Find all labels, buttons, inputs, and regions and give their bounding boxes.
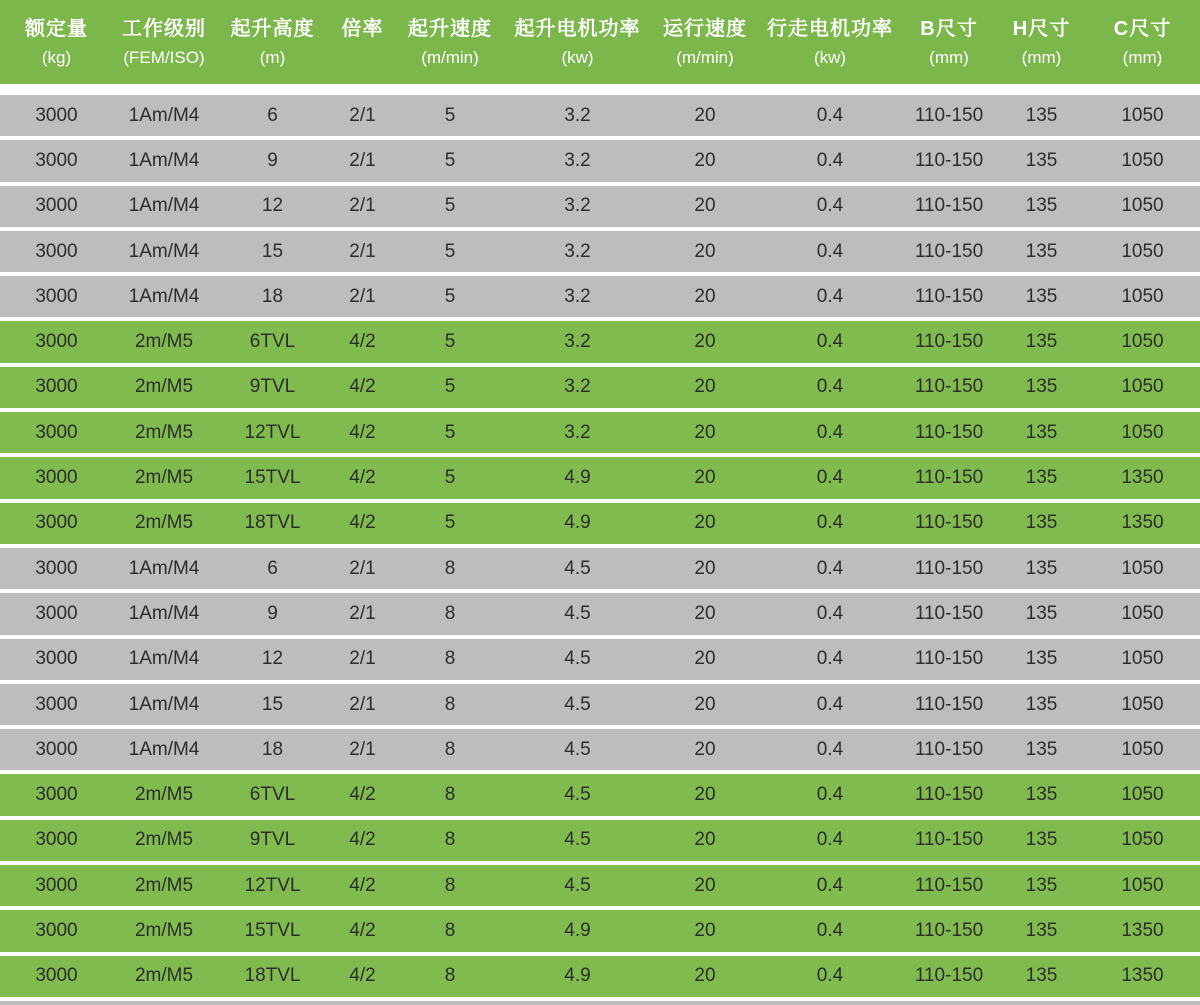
table-cell: 20: [694, 512, 716, 534]
table-cell: 2/1: [349, 149, 376, 171]
table-row: [0, 503, 1200, 544]
table-row: [0, 774, 1200, 815]
table-row: [0, 548, 1200, 589]
table-cell: 18TVL: [244, 965, 301, 987]
column-unit: (m/min): [676, 47, 734, 67]
table-cell: 9TVL: [249, 376, 296, 398]
table-cell: 2/1: [349, 602, 376, 624]
table-cell: 5: [444, 421, 456, 443]
table-cell: 1350: [1121, 512, 1164, 534]
table-cell: 0.4: [816, 149, 844, 171]
column-unit: (mm): [1021, 47, 1062, 67]
column-unit: (m/min): [421, 47, 479, 67]
table-cell: 6: [267, 104, 278, 126]
table-cell: 110-150: [914, 104, 984, 126]
table-cell: 2/1: [349, 104, 376, 126]
column-header: [998, 0, 1085, 84]
table-row: [0, 140, 1200, 181]
column-header: [650, 0, 760, 84]
table-cell: 20: [694, 467, 716, 489]
table-cell: 110-150: [914, 602, 984, 624]
table-cell: 1050: [1121, 149, 1164, 171]
table-cell: 2m/M5: [134, 376, 194, 398]
table-cell: 3000: [35, 738, 78, 760]
table-cell: 0.4: [816, 331, 844, 353]
table-cell: 20: [694, 285, 716, 307]
table-cell: 4/2: [349, 331, 376, 353]
table-cell: 135: [1025, 919, 1058, 941]
column-unit: (kw): [813, 47, 847, 67]
table-cell: 8: [444, 874, 456, 896]
table-cell: 12: [261, 648, 284, 670]
table-cell: 18: [261, 285, 284, 307]
table-cell: 135: [1025, 240, 1058, 262]
table-row: [0, 684, 1200, 725]
table-cell: 5: [444, 149, 456, 171]
column-title: B尺寸: [920, 17, 978, 40]
table-cell: 15: [261, 693, 284, 715]
table-cell: 110-150: [914, 965, 984, 987]
table-cell: 3000: [35, 829, 78, 851]
table-cell: 135: [1025, 104, 1058, 126]
table-cell: 9: [267, 602, 278, 624]
table-cell: 2/1: [349, 693, 376, 715]
table-cell: 2/1: [349, 285, 376, 307]
table-cell: 4.9: [564, 965, 591, 987]
table-cell: 20: [694, 195, 716, 217]
table-cell: 110-150: [914, 240, 984, 262]
table-cell: 3.2: [564, 149, 591, 171]
table-cell: 5: [444, 240, 456, 262]
column-title: 倍率: [341, 17, 384, 40]
table-row: [0, 412, 1200, 453]
table-row: [0, 457, 1200, 498]
table-cell: 0.4: [816, 512, 844, 534]
table-cell: 110-150: [914, 195, 984, 217]
table-row: [0, 593, 1200, 634]
table-cell: 4.5: [564, 557, 591, 579]
table-cell: 110-150: [914, 693, 984, 715]
column-unit: (mm): [1122, 47, 1163, 67]
table-cell: 110-150: [914, 919, 984, 941]
column-unit: (kg): [41, 47, 72, 67]
table-cell: 2m/M5: [134, 829, 194, 851]
table-cell: 110-150: [914, 512, 984, 534]
table-row: [0, 276, 1200, 317]
table-cell: 8: [444, 829, 456, 851]
table-cell: 135: [1025, 285, 1058, 307]
table-cell: 6TVL: [249, 784, 296, 806]
table-cell: 2m/M5: [134, 467, 194, 489]
table-cell: 0.4: [816, 693, 844, 715]
table-cell: 4/2: [349, 512, 376, 534]
table-cell: 5: [444, 376, 456, 398]
table-cell: 1050: [1121, 693, 1164, 715]
table-cell: 1Am/M4: [128, 195, 200, 217]
column-title: 起升高度: [230, 17, 315, 40]
table-cell: 135: [1025, 784, 1058, 806]
table-cell: 110-150: [914, 557, 984, 579]
table-cell: 9: [267, 149, 278, 171]
table-bottom-strip: [0, 1001, 1200, 1005]
table-cell: 8: [444, 693, 456, 715]
column-title: 额定量: [25, 17, 88, 40]
table-cell: 5: [444, 512, 456, 534]
column-unit: (mm): [929, 47, 969, 67]
table-cell: 9TVL: [249, 829, 296, 851]
table-cell: 135: [1025, 467, 1058, 489]
table-cell: 0.4: [816, 195, 844, 217]
table-cell: 1350: [1121, 919, 1164, 941]
column-header: [330, 0, 395, 84]
table-cell: 2m/M5: [134, 919, 194, 941]
table-cell: 135: [1025, 602, 1058, 624]
table-cell: 0.4: [816, 784, 844, 806]
table-cell: 4.5: [564, 829, 591, 851]
table-cell: 0.4: [816, 738, 844, 760]
table-cell: 8: [444, 648, 456, 670]
column-header: [760, 0, 900, 84]
table-cell: 4/2: [349, 919, 376, 941]
table-cell: 110-150: [914, 874, 984, 896]
table-cell: 2m/M5: [134, 965, 194, 987]
table-cell: 3000: [35, 919, 78, 941]
table-cell: 0.4: [816, 602, 844, 624]
table-cell: 20: [694, 602, 716, 624]
table-cell: 4.5: [564, 693, 591, 715]
table-cell: 6TVL: [249, 331, 296, 353]
table-cell: 1050: [1121, 421, 1164, 443]
table-cell: 135: [1025, 331, 1058, 353]
table-cell: 135: [1025, 557, 1058, 579]
table-cell: 3000: [35, 648, 78, 670]
table-cell: 2m/M5: [134, 421, 194, 443]
table-cell: 0.4: [816, 919, 844, 941]
table-cell: 2m/M5: [134, 512, 194, 534]
table-cell: 135: [1025, 693, 1058, 715]
table-cell: 3000: [35, 331, 78, 353]
table-cell: 15TVL: [244, 467, 301, 489]
table-cell: 3000: [35, 602, 78, 624]
table-cell: 20: [694, 919, 716, 941]
column-header: [0, 0, 113, 84]
table-cell: 4/2: [349, 421, 376, 443]
table-cell: 4/2: [349, 376, 376, 398]
column-header: [113, 0, 215, 84]
table-cell: 1Am/M4: [128, 104, 200, 126]
table-cell: 1050: [1121, 829, 1164, 851]
table-cell: 0.4: [816, 376, 844, 398]
table-cell: 4/2: [349, 965, 376, 987]
table-cell: 0.4: [816, 467, 844, 489]
table-cell: 20: [694, 693, 716, 715]
column-title: 起升电机功率: [514, 17, 641, 40]
table-cell: 4.5: [564, 738, 591, 760]
table-row: [0, 729, 1200, 770]
table-cell: 4/2: [349, 467, 376, 489]
table-cell: 1050: [1121, 195, 1164, 217]
table-cell: 4/2: [349, 784, 376, 806]
table-cell: 3000: [35, 285, 78, 307]
table-cell: 1Am/M4: [128, 285, 200, 307]
table-cell: 8: [444, 602, 456, 624]
table-cell: 18TVL: [244, 512, 301, 534]
table-cell: 4.9: [564, 467, 591, 489]
column-title: H尺寸: [1012, 17, 1071, 40]
table-cell: 135: [1025, 195, 1058, 217]
table-row: [0, 956, 1200, 997]
table-cell: 4/2: [349, 829, 376, 851]
table-cell: 3000: [35, 557, 78, 579]
table-cell: 1050: [1121, 104, 1164, 126]
table-cell: 20: [694, 874, 716, 896]
table-cell: 8: [444, 738, 456, 760]
column-header: [395, 0, 505, 84]
table-cell: 4.5: [564, 648, 591, 670]
table-cell: 110-150: [914, 467, 984, 489]
table-cell: 8: [444, 919, 456, 941]
table-cell: 2m/M5: [134, 874, 194, 896]
table-cell: 110-150: [914, 648, 984, 670]
table-cell: 8: [444, 557, 456, 579]
table-cell: 20: [694, 149, 716, 171]
table-cell: 3.2: [564, 195, 591, 217]
table-cell: 3.2: [564, 421, 591, 443]
table-cell: 20: [694, 829, 716, 851]
table-cell: 3000: [35, 376, 78, 398]
table-cell: 3000: [35, 512, 78, 534]
table-cell: 3.2: [564, 376, 591, 398]
table-cell: 0.4: [816, 965, 844, 987]
table-cell: 1Am/M4: [128, 648, 200, 670]
table-cell: 4.9: [564, 919, 591, 941]
table-cell: 3000: [35, 421, 78, 443]
table-cell: 3000: [35, 784, 78, 806]
table-cell: 1Am/M4: [128, 149, 200, 171]
table-cell: 12TVL: [244, 874, 301, 896]
table-cell: 15: [261, 240, 284, 262]
table-cell: 12: [261, 195, 284, 217]
table-cell: 5: [444, 104, 456, 126]
table-row: [0, 367, 1200, 408]
column-header: [215, 0, 330, 84]
table-cell: 3.2: [564, 285, 591, 307]
table-cell: 1050: [1121, 285, 1164, 307]
column-unit: (FEM/ISO): [123, 47, 205, 67]
table-cell: 135: [1025, 376, 1058, 398]
table-cell: 110-150: [914, 421, 984, 443]
table-cell: 2/1: [349, 738, 376, 760]
table-cell: 0.4: [816, 285, 844, 307]
table-cell: 1350: [1121, 467, 1164, 489]
table-cell: 2/1: [349, 557, 376, 579]
table-cell: 8: [444, 965, 456, 987]
table-cell: 2/1: [349, 648, 376, 670]
table-cell: 3000: [35, 195, 78, 217]
table-cell: 1050: [1121, 648, 1164, 670]
table-cell: 3.2: [564, 104, 591, 126]
table-cell: 135: [1025, 648, 1058, 670]
table-cell: 5: [444, 467, 456, 489]
table-cell: 3000: [35, 104, 78, 126]
column-header: [505, 0, 650, 84]
table-cell: 20: [694, 557, 716, 579]
table-cell: 20: [694, 240, 716, 262]
table-cell: 135: [1025, 829, 1058, 851]
table-cell: 1Am/M4: [128, 693, 200, 715]
table-cell: 110-150: [914, 738, 984, 760]
table-cell: 135: [1025, 965, 1058, 987]
table-row: [0, 910, 1200, 951]
table-cell: 3000: [35, 149, 78, 171]
table-cell: 0.4: [816, 829, 844, 851]
table-cell: 0.4: [816, 874, 844, 896]
table-cell: 135: [1025, 738, 1058, 760]
table-cell: 2/1: [349, 240, 376, 262]
table-cell: 0.4: [816, 240, 844, 262]
table-cell: 0.4: [816, 421, 844, 443]
table-cell: 20: [694, 738, 716, 760]
table-cell: 135: [1025, 149, 1058, 171]
table-cell: 2/1: [349, 195, 376, 217]
table-row: [0, 231, 1200, 272]
column-title: 起升速度: [408, 17, 492, 40]
table-cell: 3000: [35, 874, 78, 896]
table-body: [0, 95, 1200, 1001]
table-cell: 1350: [1121, 965, 1164, 987]
table-cell: 1050: [1121, 874, 1164, 896]
table-cell: 135: [1025, 421, 1058, 443]
table-cell: 20: [694, 104, 716, 126]
table-cell: 4/2: [349, 874, 376, 896]
table-row: [0, 321, 1200, 362]
table-cell: 12TVL: [244, 421, 301, 443]
table-cell: 3.2: [564, 240, 591, 262]
table-cell: 3000: [35, 467, 78, 489]
column-title: 运行速度: [663, 17, 747, 40]
table-cell: 20: [694, 376, 716, 398]
table-cell: 4.5: [564, 874, 591, 896]
table-cell: 2m/M5: [134, 784, 194, 806]
table-cell: 135: [1025, 512, 1058, 534]
table-row: [0, 639, 1200, 680]
table-cell: 3000: [35, 693, 78, 715]
table-cell: 4.5: [564, 784, 591, 806]
table-header-row: [0, 0, 1200, 84]
column-title: C尺寸: [1113, 17, 1172, 40]
table-row: [0, 820, 1200, 861]
table-cell: 1050: [1121, 557, 1164, 579]
column-title: 工作级别: [122, 17, 206, 40]
table-cell: 110-150: [914, 285, 984, 307]
table-cell: 1050: [1121, 376, 1164, 398]
table-cell: 0.4: [816, 557, 844, 579]
table-cell: 2m/M5: [134, 331, 194, 353]
table-cell: 110-150: [914, 331, 984, 353]
table-cell: 0.4: [816, 104, 844, 126]
table-cell: 5: [444, 331, 456, 353]
table-cell: 1050: [1121, 240, 1164, 262]
table-cell: 0.4: [816, 648, 844, 670]
table-cell: 110-150: [914, 376, 984, 398]
table-cell: 20: [694, 421, 716, 443]
table-cell: 18: [261, 738, 284, 760]
table-cell: 1050: [1121, 602, 1164, 624]
table-cell: 15TVL: [244, 919, 301, 941]
table-cell: 1050: [1121, 331, 1164, 353]
table-cell: 135: [1025, 874, 1058, 896]
table-cell: 110-150: [914, 149, 984, 171]
column-unit: (m): [259, 47, 286, 67]
table-cell: 5: [444, 285, 456, 307]
table-row: [0, 95, 1200, 136]
table-cell: 3.2: [564, 331, 591, 353]
table-cell: 110-150: [914, 829, 984, 851]
table-row: [0, 186, 1200, 227]
table-cell: 20: [694, 784, 716, 806]
table-cell: 1Am/M4: [128, 557, 200, 579]
table-cell: 3000: [35, 965, 78, 987]
table-cell: 6: [267, 557, 278, 579]
table-cell: 1050: [1121, 738, 1164, 760]
table-cell: 1Am/M4: [128, 738, 200, 760]
column-header: [900, 0, 998, 84]
column-title: 行走电机功率: [767, 17, 893, 40]
table-cell: 20: [694, 331, 716, 353]
table-cell: 3000: [35, 240, 78, 262]
column-header: [1085, 0, 1200, 84]
table-cell: 1Am/M4: [128, 240, 200, 262]
table-cell: 5: [444, 195, 456, 217]
table-cell: 110-150: [914, 784, 984, 806]
table-cell: 4.5: [564, 602, 591, 624]
table-cell: 20: [694, 648, 716, 670]
table-cell: 1Am/M4: [128, 602, 200, 624]
table-cell: 8: [444, 784, 456, 806]
column-unit: (kw): [561, 47, 594, 67]
table-cell: 1050: [1121, 784, 1164, 806]
table-cell: 20: [694, 965, 716, 987]
table-cell: 4.9: [564, 512, 591, 534]
table-row: [0, 865, 1200, 906]
